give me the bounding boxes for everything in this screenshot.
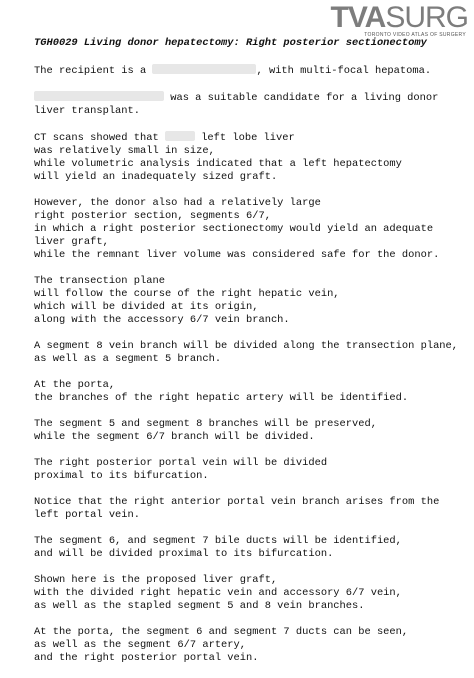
text-line: The segment 6, and segment 7 bile ducts will be identified,: [34, 535, 402, 547]
text-line: The segment 5 and segment 8 branches will be preserved,: [34, 418, 377, 430]
redacted-block: [165, 131, 195, 141]
text-line: CT scans showed that left lobe liver: [34, 132, 295, 144]
logo-wordmark: [330, 1, 468, 34]
text-line: Notice that the right anterior portal vein branch arises from the: [34, 496, 440, 508]
text-line: will yield an inadequately sized graft.: [34, 171, 278, 183]
text-line: The transection plane: [34, 275, 165, 287]
text-line: while the remnant liver volume was considered safe for the donor.: [34, 249, 440, 261]
text-line: However, the donor also had a relatively large: [34, 197, 321, 209]
paragraph: [34, 64, 464, 78]
redacted-block: [34, 91, 164, 101]
text-line: while volumetric analysis indicated that a left hepatectomy: [34, 158, 402, 170]
text-line: liver transplant.: [34, 105, 141, 117]
paragraph: [34, 91, 464, 118]
text-line: as well as the stapled segment 5 and 8 vein branches.: [34, 600, 365, 612]
paragraph: [34, 535, 464, 561]
paragraph: [34, 379, 464, 405]
logo-surg: SURG: [385, 1, 468, 34]
text-line: The right posterior portal vein will be divided: [34, 457, 328, 469]
paragraph: [34, 626, 464, 665]
text-line: right posterior section, segments 6/7,: [34, 210, 271, 222]
text-line: was relatively small in size,: [34, 145, 215, 157]
text-line: while the segment 6/7 branch will be divided.: [34, 431, 315, 443]
text-line: as well as a segment 5 branch.: [34, 353, 222, 365]
text-line: At the porta,: [34, 379, 116, 391]
document-body: [34, 37, 464, 678]
paragraph: [34, 457, 464, 483]
text-line: in which a right posterior sectionectomy would yield an adequate: [34, 223, 434, 235]
text-line: which will be divided at its origin,: [34, 301, 259, 313]
text-line: was a suitable candidate for a living donor: [34, 91, 464, 105]
paragraph: [34, 574, 464, 613]
text-line: A segment 8 vein branch will be divided along the transection plane,: [34, 340, 459, 352]
document-title: TGH0029 Living donor hepatectomy: Right posterior sectionectomy: [34, 37, 427, 49]
text-line: Shown here is the proposed liver graft,: [34, 574, 278, 586]
text-line: as well as the segment 6/7 artery,: [34, 639, 247, 651]
logo-tva: TVA: [330, 1, 386, 34]
text-line: and will be divided proximal to its bifurcation.: [34, 548, 334, 560]
tvasurg-logo: [318, 1, 468, 38]
paragraph: [34, 197, 464, 262]
redacted-block: [152, 64, 256, 74]
paragraph: [34, 340, 464, 366]
text-line: At the porta, the segment 6 and segment 7 ducts can be seen,: [34, 626, 409, 638]
text-line: along with the accessory 6/7 vein branch.: [34, 314, 290, 326]
text-line: with the divided right hepatic vein and accessory 6/7 vein,: [34, 587, 402, 599]
paragraph: [34, 418, 464, 444]
paragraph: [34, 131, 464, 184]
text-line: proximal to its bifurcation.: [34, 470, 209, 482]
text-line: and the right posterior portal vein.: [34, 652, 259, 664]
text-line: liver graft,: [34, 236, 109, 248]
paragraph-list: [34, 64, 464, 665]
logo-tagline: TORONTO VIDEO ATLAS OF SURGERY: [364, 32, 466, 38]
paragraph: [34, 275, 464, 327]
paragraph: [34, 496, 464, 522]
text-line: will follow the course of the right hepatic vein,: [34, 288, 340, 300]
text-line: the branches of the right hepatic artery will be identified.: [34, 392, 409, 404]
text-line: The recipient is a , with multi-focal hepatoma.: [34, 65, 432, 77]
text-line: left portal vein.: [34, 509, 141, 521]
